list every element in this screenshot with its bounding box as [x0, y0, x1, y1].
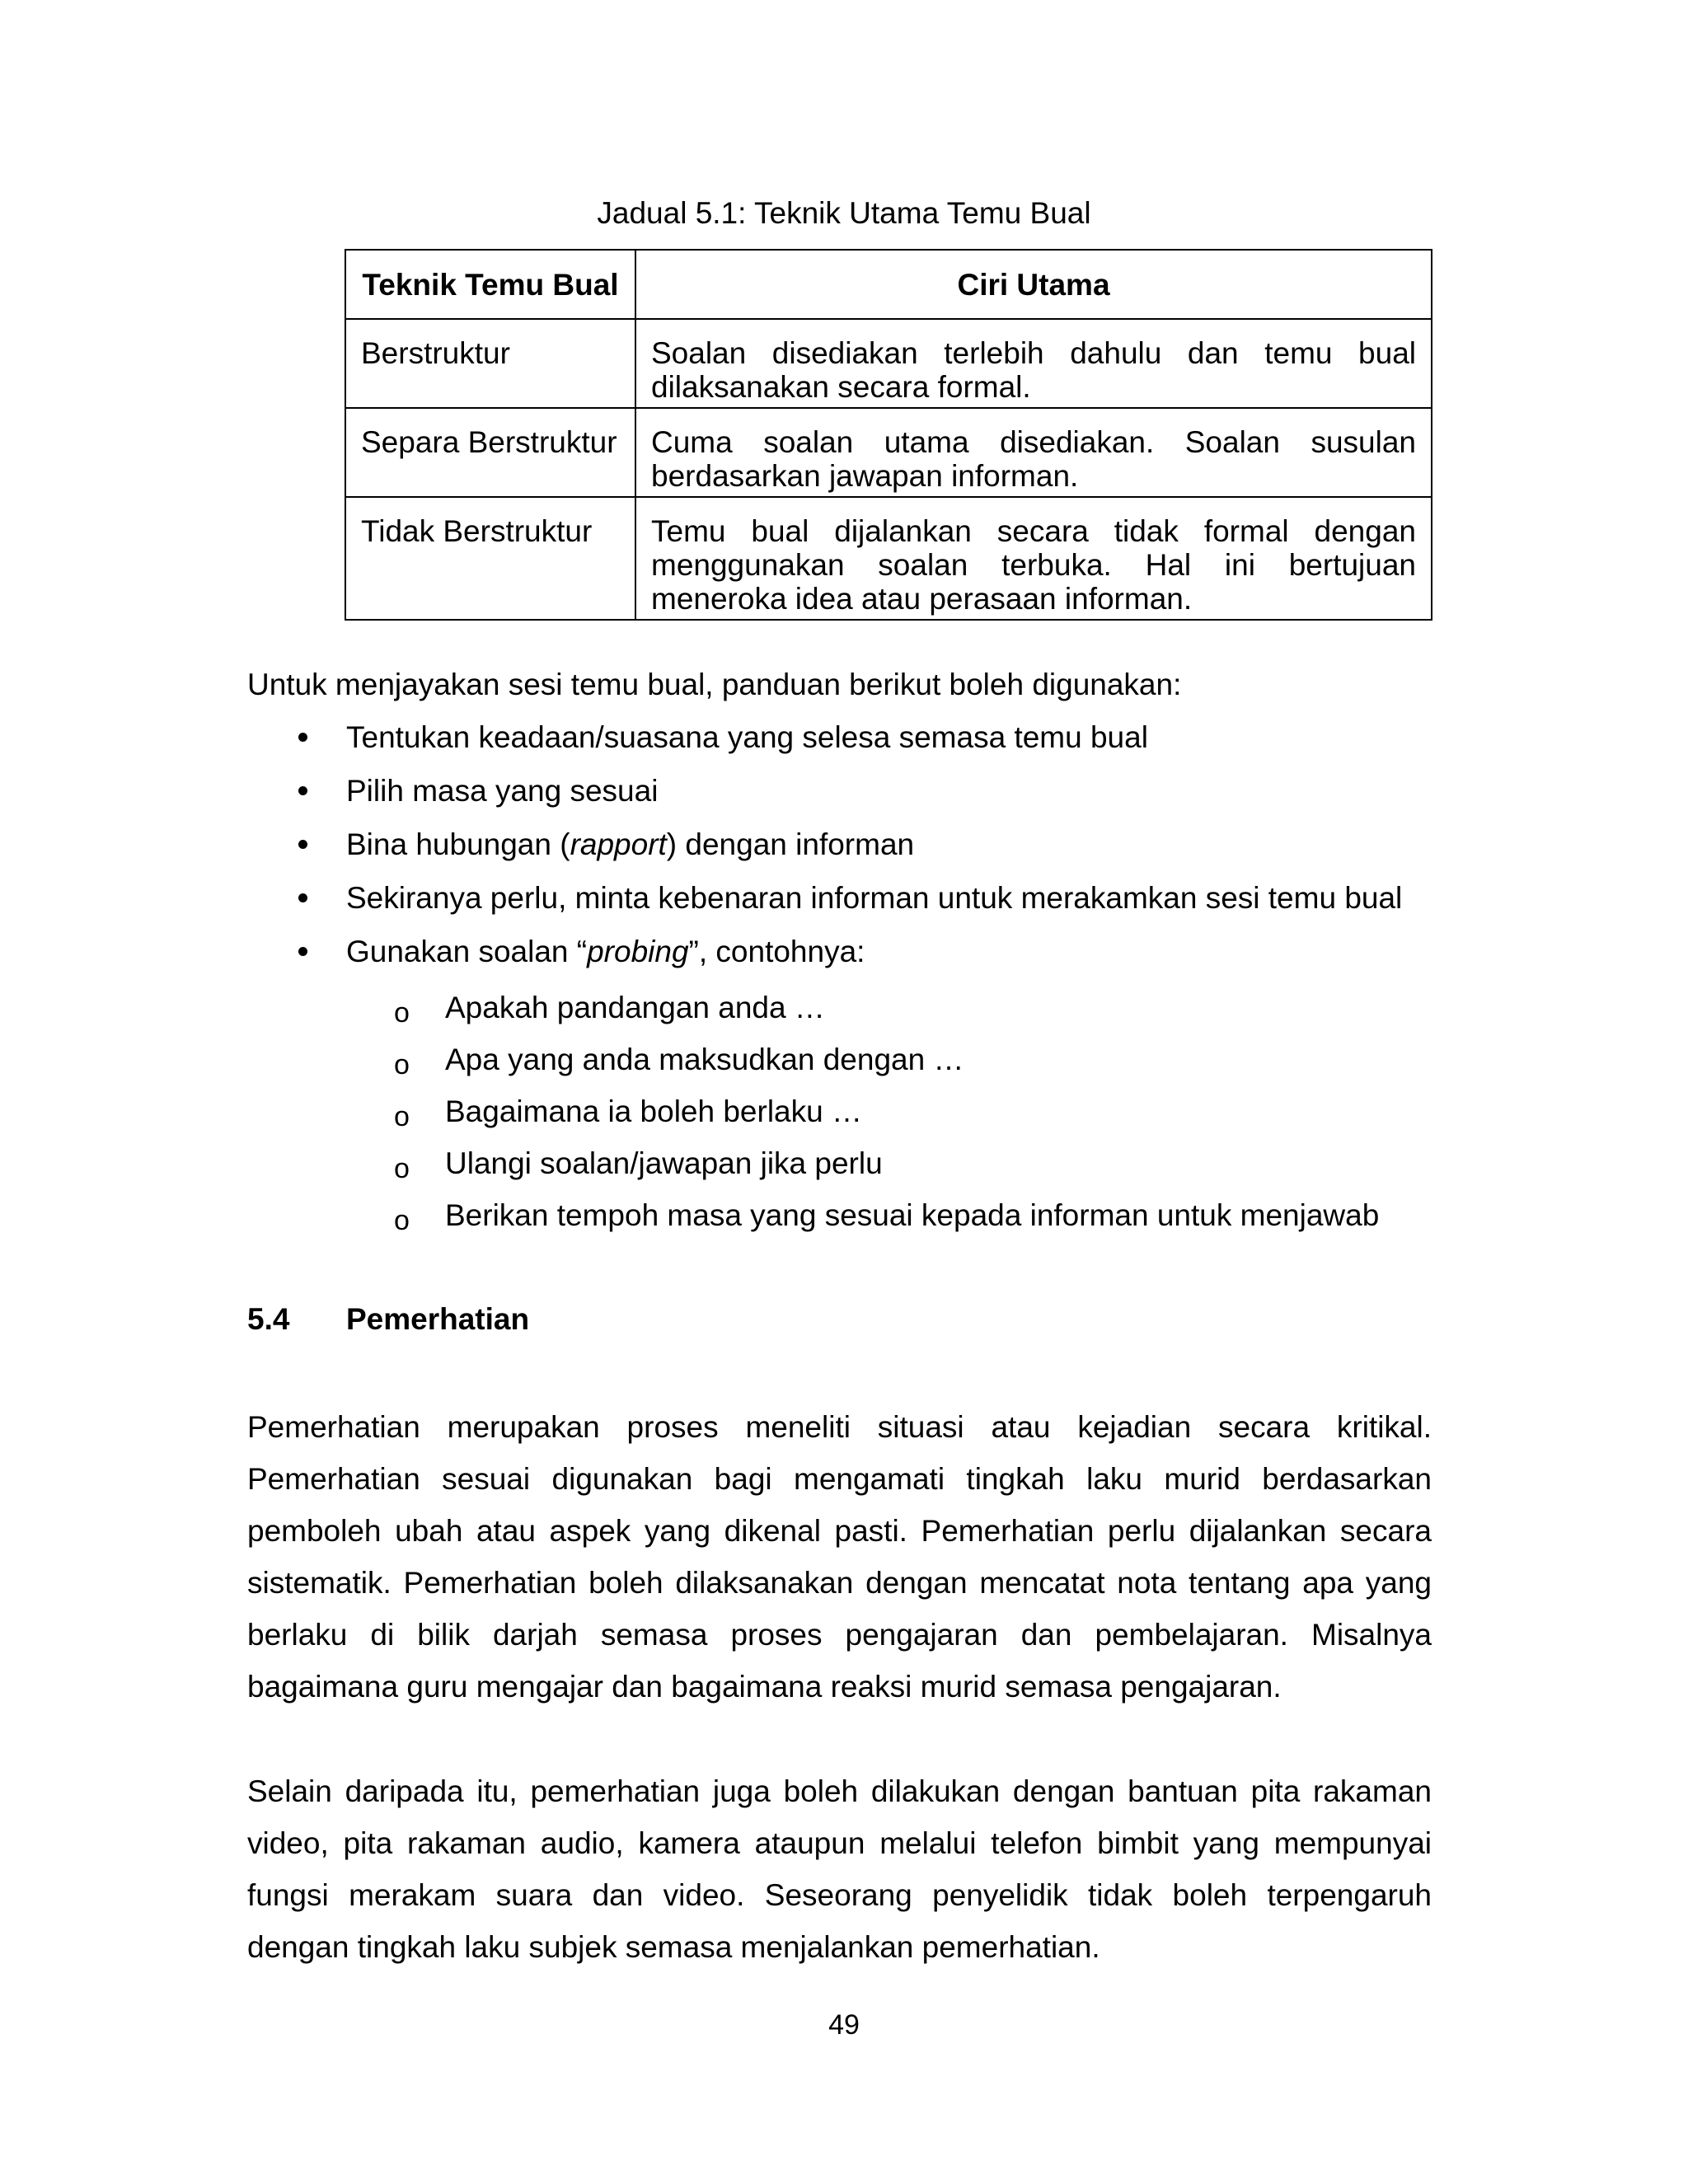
bullet-text-post: ) dengan informan: [666, 827, 915, 861]
list-item: [247, 826, 1402, 879]
circle-bullet-icon: o: [394, 997, 410, 1029]
body-paragraph: Pemerhatian merupakan proses meneliti situasi atau kejadian secara kritikal. Pemerhatian sesuai digunakan bagi mengamati tingkah laku murid berdasarkan pemboleh ubah atau aspek yang dikenal pasti. Pemerhatian perlu dijalankan secara sistematik. Pemerhatian boleh dilaksanakan dengan mencatat nota tentang apa yang berlaku di bilik darjah semasa proses pengajaran dan pembelajaran. Misalnya bagaimana guru mengajar dan bagaimana reaksi murid semasa pengajaran.: [247, 1410, 1432, 1704]
guide-bullet-list: [247, 719, 1402, 987]
bullet-icon: [298, 786, 307, 795]
page-number: 49: [828, 2009, 860, 2041]
circle-bullet-icon: o: [394, 1205, 410, 1236]
list-item: [247, 772, 1402, 826]
sub-item-text: Apa yang anda maksudkan dengan …: [445, 1043, 964, 1076]
guide-intro: Untuk menjayakan sesi temu bual, panduan berikut boleh digunakan:: [247, 668, 1182, 701]
section-number: 5.4: [247, 1302, 290, 1336]
circle-bullet-icon: o: [394, 1101, 410, 1132]
technique-cell: Berstruktur: [345, 319, 635, 408]
list-item: [247, 879, 1402, 933]
sub-item-text: Apakah pandangan anda …: [445, 991, 825, 1024]
bullet-icon: [298, 893, 307, 902]
feature-cell: Soalan disediakan terlebih dahulu dan temu bual dilaksanakan secara formal.: [635, 319, 1432, 408]
bullet-text-emphasis: rapport: [570, 827, 667, 861]
bullet-icon: [298, 840, 307, 849]
circle-bullet-icon: o: [394, 1153, 410, 1184]
body-paragraph: Selain daripada itu, pemerhatian juga boleh dilakukan dengan bantuan pita rakaman video, pita rakaman audio, kamera ataupun melalui telefon bimbit yang mempunyai fungsi merakam suara dan video. Seseorang penyelidik tidak boleh terpengaruh dengan tingkah laku subjek semasa menjalankan pemerhatian.: [247, 1774, 1432, 1964]
probing-example-list: [247, 989, 1379, 1249]
list-item: [247, 719, 1402, 772]
feature-cell: Temu bual dijalankan secara tidak formal dengan menggunakan soalan terbuka. Hal ini bertujuan meneroka idea atau perasaan informan.: [635, 497, 1432, 620]
bullet-text-pre: Bina hubungan (: [346, 827, 570, 861]
bullet-icon: [298, 947, 307, 956]
circle-bullet-icon: o: [394, 1049, 410, 1080]
table-row: [345, 497, 1432, 620]
list-item: [247, 933, 1402, 987]
interview-technique-table: [345, 249, 1432, 621]
table-caption: Jadual 5.1: Teknik Utama Temu Bual: [597, 196, 1091, 230]
bullet-text: Pilih masa yang sesuai: [346, 774, 659, 808]
list-item: [247, 1145, 1379, 1197]
bullet-text-emphasis: probing: [587, 935, 689, 968]
list-item: [247, 1041, 1379, 1093]
technique-cell: Tidak Berstruktur: [345, 497, 635, 620]
table-row: [345, 319, 1432, 408]
bullet-icon: [298, 733, 307, 742]
list-item: [247, 1197, 1379, 1249]
bullet-text: Sekiranya perlu, minta kebenaran informan untuk merakamkan sesi temu bual: [346, 881, 1403, 915]
technique-cell: Separa Berstruktur: [345, 408, 635, 497]
sub-item-text: Berikan tempoh masa yang sesuai kepada informan untuk menjawab: [445, 1198, 1380, 1232]
header-main-feature: Ciri Utama: [635, 250, 1432, 319]
header-technique: Teknik Temu Bual: [345, 250, 635, 319]
sub-item-text: Ulangi soalan/jawapan jika perlu: [445, 1146, 883, 1180]
bullet-text-post: ”, contohnya:: [688, 935, 865, 968]
bullet-text-pre: Gunakan soalan “: [346, 935, 588, 968]
sub-item-text: Bagaimana ia boleh berlaku …: [445, 1094, 862, 1128]
list-item: [247, 1093, 1379, 1145]
feature-cell: Cuma soalan utama disediakan. Soalan susulan berdasarkan jawapan informan.: [635, 408, 1432, 497]
list-item: [247, 989, 1379, 1041]
table-row: [345, 408, 1432, 497]
bullet-text: Tentukan keadaan/suasana yang selesa semasa temu bual: [346, 720, 1148, 754]
section-title: Pemerhatian: [346, 1302, 530, 1336]
